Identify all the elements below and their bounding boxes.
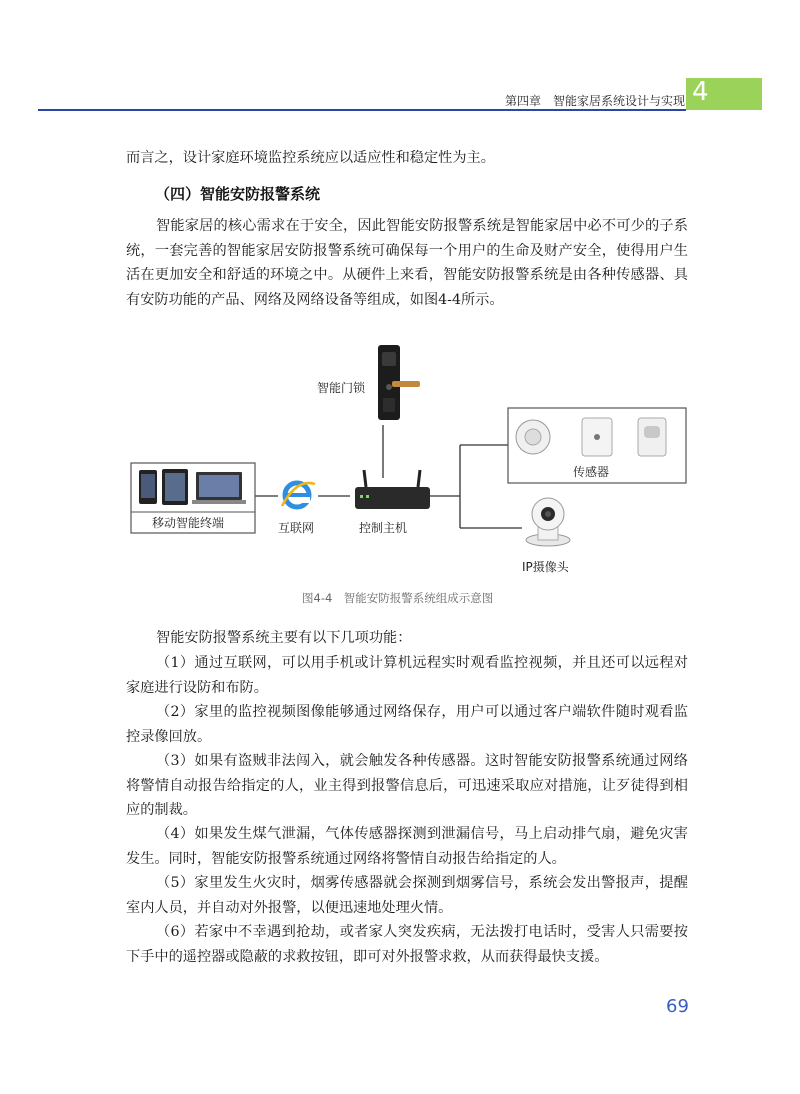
- door-lock-icon: [378, 345, 420, 420]
- connection-lines: [255, 425, 522, 528]
- function-item-4: （4）如果发生煤气泄漏，气体传感器探测到泄漏信号，马上启动排气扇，避免灾害发生。同时，智能安防报警系统通过网络将警情自动报告给指定的人。: [126, 826, 688, 867]
- figure-caption: 图4-4 智能安防报警系统组成示意图: [302, 591, 494, 605]
- internet-label: 互联网: [278, 521, 315, 535]
- ip-camera-label: IP摄像头: [522, 560, 569, 574]
- mobile-terminal-label: 移动智能终端: [152, 516, 225, 530]
- door-lock-label: 智能门锁: [317, 381, 366, 395]
- controller-router-icon: [355, 470, 430, 509]
- controller-label: 控制主机: [359, 521, 408, 535]
- function-item-2: （2）家里的监控视频图像能够通过网络保存，用户可以通过客户端软件随时观看监控录像回放。: [126, 704, 688, 745]
- intro-line: 而言之，设计家庭环境监控系统应以适应性和稳定性为主。: [126, 150, 495, 166]
- sensors-label: 传感器: [573, 465, 610, 479]
- section-paragraph: 智能家居的核心需求在于安全，因此智能安防报警系统是智能家居中必不可少的子系统，一套完善的智能家居安防报警系统可确保每一个用户的生命及财产安全，使得用户生活在更加安全和舒适的环境之中。从硬件上来看，智能安防报警系统是由各种传感器、具有安防功能的产品、网络及网络设备等组成，如图4-4所示。: [126, 218, 688, 308]
- internet-icon: [282, 483, 315, 507]
- section-heading: （四）智能安防报警系统: [155, 185, 321, 203]
- chapter-number: 4: [692, 77, 709, 107]
- page-number: 69: [666, 996, 689, 1017]
- running-header-title: 第四章 智能家居系统设计与实现: [505, 94, 686, 108]
- function-item-3: （3）如果有盗贼非法闯入，就会触发各种传感器。这时智能安防报警系统通过网络将警情自动报告给指定的人，业主得到报警信息后，可迅速采取应对措施，让歹徒得到相应的制裁。: [126, 753, 688, 818]
- functions-intro: 智能安防报警系统主要有以下几项功能：: [156, 630, 412, 646]
- ip-camera-icon: [526, 498, 570, 546]
- function-item-6: （6）若家中不幸遇到抢劫，或者家人突发疾病，无法拨打电话时，受害人只需要按下手中的遥控器或隐蔽的求救按钮，即可对外报警求救，从而获得最快支援。: [126, 924, 688, 965]
- function-item-1: （1）通过互联网，可以用手机或计算机远程实时观看监控视频，并且还可以远程对家庭进行设防和布防。: [126, 655, 688, 696]
- function-item-5: （5）家里发生火灾时，烟雾传感器就会探测到烟雾信号，系统会发出警报声，提醒室内人员，并自动对外报警，以便迅速地处理火情。: [126, 875, 688, 916]
